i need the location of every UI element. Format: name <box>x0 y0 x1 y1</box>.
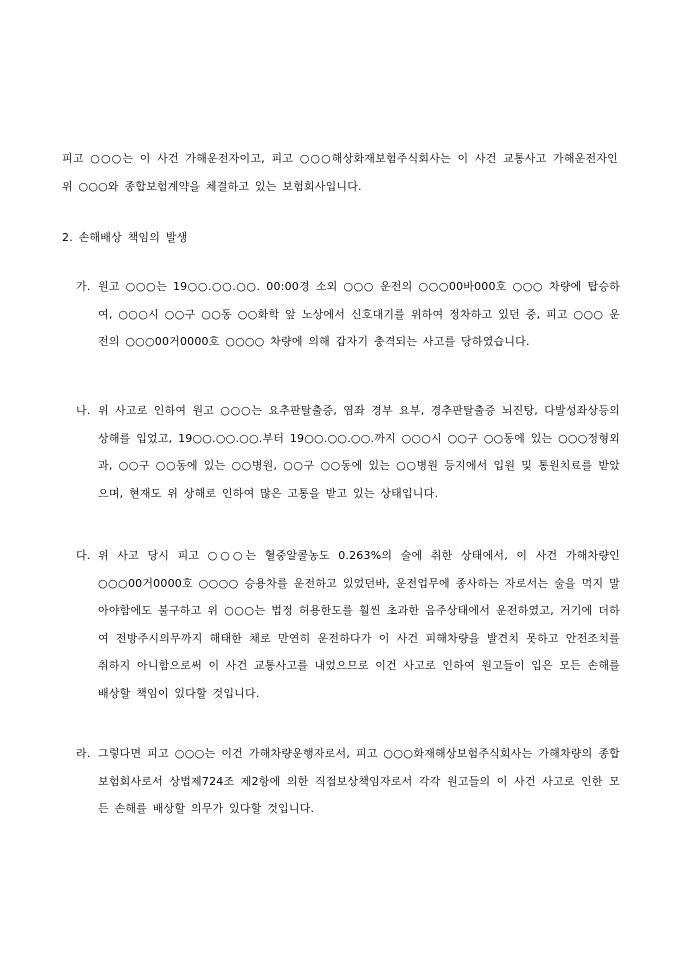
list-item-text: 위 사고 당시 피고 ○○○는 혈중알콜농도 0.263%의 술에 취한 상태에서, 이 사건 가해차량인 ○○○00거0000호 ○○○○ 승용차를 운전하고 있었던바, 운전업무에 종사하는 자로서는 술을 먹지 말아야함에도 불구하고 위 ○○○는 법정 허용한도를 훨씬 초과한 음주상태에서 운전하였고, 거기에 더하여 전방주시의무까지 해태한 채로 만연히 운전하다가 이 사건 피해차량을 발견치 못하고 안전조치를 취하지 아니함으로써 이 사건 교통사고를 내었으므로 이건 사고로 인하여 원고들이 입은 모든 손해를 배상할 책임이 있다할 것입니다. <box>98 549 620 700</box>
list-item <box>76 397 620 507</box>
list-item <box>76 273 620 356</box>
list-item-marker: 가. <box>76 280 91 293</box>
list-item-text: 그렇다면 피고 ○○○는 이건 가해차량운행자로서, 피고 ○○○화재해상보험주식회사는 가해차량의 종합보험회사로서 상법제724조 제2항에 의한 직접보상책임자로서 각각 원고들의 이 사건 사고로 인한 모든 손해를 배상할 의무가 있다할 것입니다. <box>98 747 620 815</box>
list-item-marker: 나. <box>76 404 91 417</box>
list-item-marker: 다. <box>76 549 91 562</box>
intro-paragraph: 피고 ○○○는 이 사건 가해운전자이고, 피고 ○○○해상화재보험주식회사는 이 사건 교통사고 가해운전자인 위 ○○○와 종합보험계약을 체결하고 있는 보험회사입니다. <box>62 152 618 193</box>
list-item-marker: 라. <box>76 747 91 760</box>
list-item-text: 위 사고로 인하여 원고 ○○○는 요추판탈출증, 염좌 경부 요부, 경추판탈출증 뇌진탕, 다발성좌상등의 상해를 입었고, 19○○.○○.○○.부터 19○○.○○.○○.까지 ○○○시 ○○구 ○○동에 있는 ○○○정형외과, ○○구 ○○동에 있는 ○○병원, ○○구 ○○동에 있는 ○○병원 등지에서 입원 및 통원치료를 받았으며, 현재도 위 상해로 인하여 많은 고통을 받고 있는 상태입니다. <box>98 404 620 500</box>
list-item <box>76 542 620 707</box>
list-item <box>76 740 620 823</box>
list-item-text: 원고 ○○○는 19○○.○○.○○. 00:00경 소외 ○○○ 운전의 ○○○00바000호 ○○○ 차량에 탑승하여, ○○○시 ○○구 ○○동 ○○화학 앞 노상에서 신호대기를 위하여 정차하고 있던 중, 피고 ○○○ 운전의 ○○○00거0000호 ○○○○ 차량에 의해 갑자기 충격되는 사고를 당하였습니다. <box>98 280 620 348</box>
section-heading: 2. 손해배상 책임의 발생 <box>62 231 188 244</box>
